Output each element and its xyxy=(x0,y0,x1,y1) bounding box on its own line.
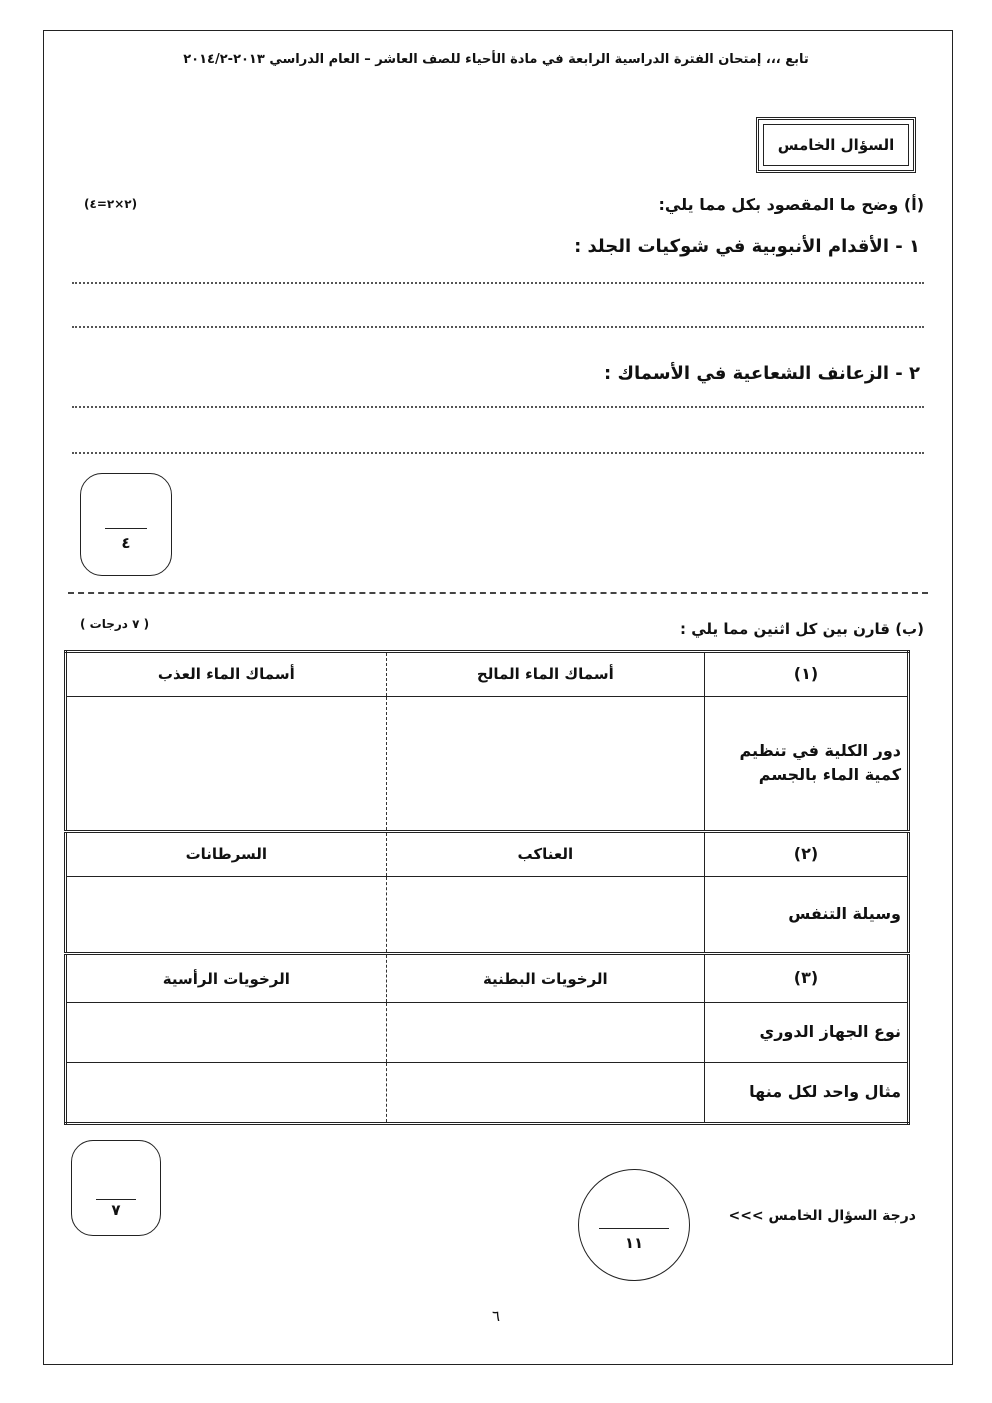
part-a-instruction: (أ) وضح ما المقصود بكل مما يلي: xyxy=(658,195,924,214)
answer-cell[interactable] xyxy=(66,1003,387,1062)
group-2-number: (٢) xyxy=(705,831,909,876)
question-total-label: درجة السؤال الخامس >>> xyxy=(728,1208,916,1224)
total-score-circle xyxy=(578,1169,690,1281)
answer-cell[interactable] xyxy=(66,1062,387,1123)
section-divider xyxy=(68,592,928,594)
group-3-row-1-label: نوع الجهاز الدوري xyxy=(705,1003,909,1062)
question-title-box xyxy=(756,117,916,173)
total-score-value: ١١ xyxy=(624,1234,644,1252)
group-1-row-1-label: دور الكلية في تنظيم كمية الماء بالجسم xyxy=(705,696,909,831)
group-2-col1-header: العناكب xyxy=(386,831,704,876)
group-3-row-2-label: مثال واحد لكل منها xyxy=(705,1062,909,1123)
score-line xyxy=(96,1199,136,1200)
part-a-score-value: ٤ xyxy=(121,534,131,552)
part-b-score-box xyxy=(71,1140,161,1236)
page-number: ٦ xyxy=(491,1307,501,1325)
answer-line[interactable] xyxy=(72,282,924,284)
part-b-score-value: ٧ xyxy=(111,1201,121,1219)
group-2-row-1-label: وسيلة التنفس xyxy=(705,876,909,954)
group-3-col1-header: الرخويات البطنية xyxy=(386,954,704,1003)
part-b-instruction: (ب) قارن بين كل اثنين مما يلي : xyxy=(679,620,924,638)
part-a-item-1: ١ - الأقدام الأنبوبية في شوكيات الجلد : xyxy=(574,236,920,257)
part-a-item-2: ٢ - الزعانف الشعاعية في الأسماك : xyxy=(604,363,920,384)
answer-cell[interactable] xyxy=(66,696,387,831)
group-1-col2-header: أسماك الماء العذب xyxy=(66,652,387,697)
group-3-col2-header: الرخويات الرأسية xyxy=(66,954,387,1003)
exam-header: تابع ،،، إمتحان الفترة الدراسية الرابعة في مادة الأحياء للصف العاشر – العام الدراسي ٢٠١٣-٢٠١٤/٢ xyxy=(183,52,809,67)
question-title: السؤال الخامس xyxy=(763,124,909,166)
group-2-col2-header: السرطانات xyxy=(66,831,387,876)
answer-cell[interactable] xyxy=(386,876,704,954)
answer-line[interactable] xyxy=(72,326,924,328)
answer-line[interactable] xyxy=(72,452,924,454)
group-3-number: (٣) xyxy=(705,954,909,1003)
part-b-marks: ( ٧ درجات ) xyxy=(80,617,150,631)
score-line xyxy=(599,1228,669,1229)
comparison-table xyxy=(64,650,910,1125)
answer-line[interactable] xyxy=(72,406,924,408)
group-1-number: (١) xyxy=(705,652,909,697)
group-1-col1-header: أسماك الماء المالح xyxy=(386,652,704,697)
answer-cell[interactable] xyxy=(386,1062,704,1123)
answer-cell[interactable] xyxy=(66,876,387,954)
answer-cell[interactable] xyxy=(386,1003,704,1062)
score-line xyxy=(105,528,147,529)
part-a-score-box xyxy=(80,473,172,576)
part-a-marks: (٢×٢=٤) xyxy=(84,197,138,211)
answer-cell[interactable] xyxy=(386,696,704,831)
